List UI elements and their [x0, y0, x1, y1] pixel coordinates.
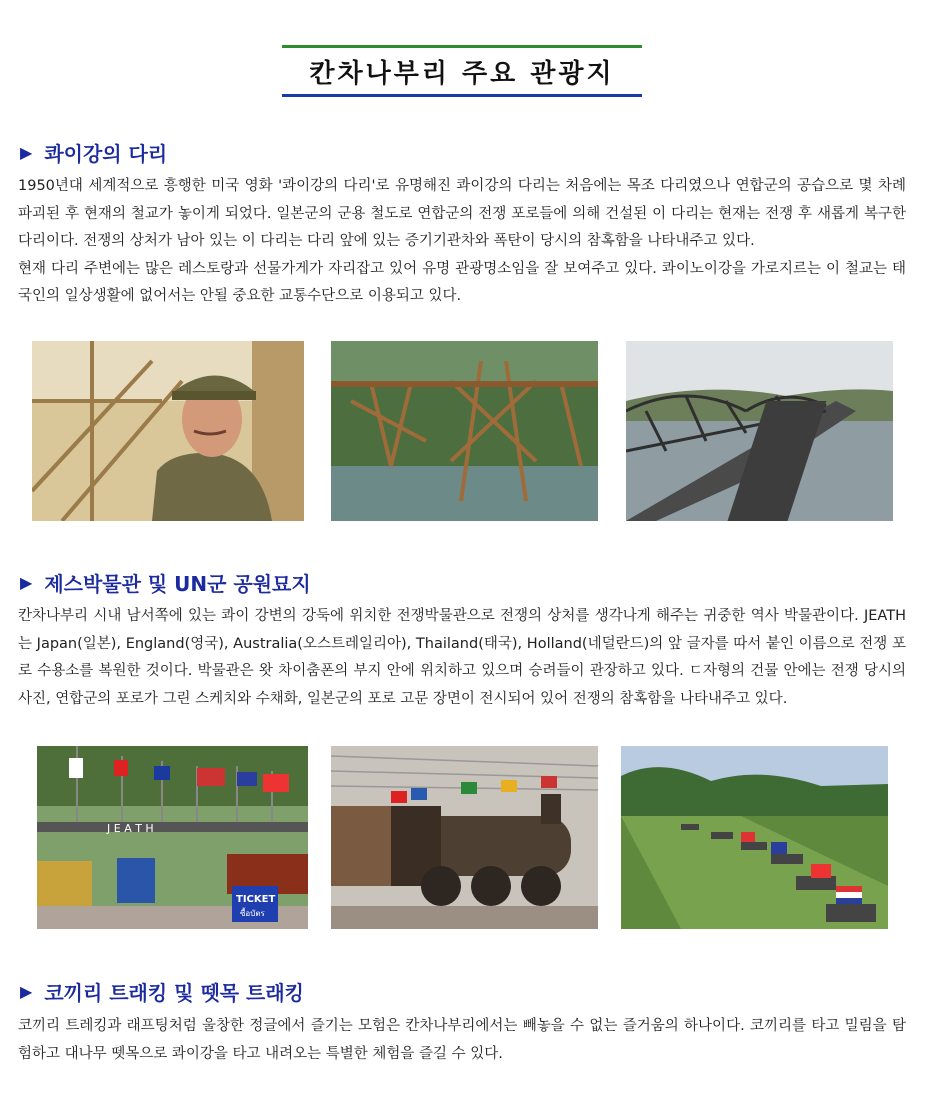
- section-heading-kwai-bridge: [20, 138, 167, 167]
- paragraph: 1950년대 세계적으로 흥행한 미국 영화 '콰이강의 다리'로 유명해진 콰이강의 다리는 처음에는 목조 다리였으나 연합군의 공습으로 몇 차례 파괴된 후 현재의 철교가 놓이게 되었다. 일본군의 군용 철도로 연합군의 전쟁 포로들에 의해 건설된 이 다리는 현재는 전쟁 후 새롭게 복구한 다리이다. 전쟁의 상처가 남아 있는 이 다리는 다리 앞에 있는 증기기관차와 폭탄이 당시의 참혹함을 나타내주고 있다.: [18, 178, 906, 249]
- photo-film-officer: [32, 341, 304, 521]
- page-title: 칸차나부리 주요 관광지: [309, 58, 615, 89]
- triangle-bullet-icon: ▶: [20, 573, 33, 592]
- paragraph: 칸차나부리 시내 남서쪽에 있는 콰이 강변의 강둑에 위치한 전쟁박물관으로 전쟁의 상처를 생각나게 해주는 귀중한 역사 박물관이다. JEATH는 Japan(일본), England(영국), Australia(오스트레일리아), Thailand(태국), Holland(네덜란드)의 앞 글자를 따서 붙인 이름으로 전쟁 포로 수용소를 복원한 것이다. 박물관은 왓 차이춤폰의 부지 안에 위치하고 있으며 승려들이 관장하고 있다. ㄷ자형의 건물 안에는 전쟁 당시의 사진, 연합군의 포로가 그린 스케치와 수채화, 일본군의 포로 고문 장면이 전시되어 있어 전쟁의 참혹함을 나타내주고 있다.: [18, 608, 906, 707]
- museum-sign-letters: J E A T H: [107, 822, 154, 835]
- photo-war-cemetery: [621, 746, 888, 929]
- photo-jeath-entrance: [37, 746, 308, 929]
- section-heading-text: 제스박물관 및 UN군 공원묘지: [44, 572, 311, 596]
- photo-steel-bridge: [626, 341, 893, 521]
- section-heading-jeath-museum: [20, 568, 311, 597]
- photo-steam-locomotive: [331, 746, 598, 929]
- section-heading-text: 콰이강의 다리: [44, 142, 168, 166]
- section-heading-text: 코끼리 트래킹 및 뗏목 트래킹: [44, 981, 305, 1005]
- page-title-box: [282, 45, 642, 97]
- paragraph: 코끼리 트레킹과 래프팅처럼 울창한 정글에서 즐기는 모험은 칸차나부리에서는 빼놓을 수 없는 즐거움의 하나이다. 코끼리를 타고 밀림을 탐험하고 대나무 뗏목으로 콰이강을 타고 내려오는 특별한 체험을 즐길 수 있다.: [18, 1018, 906, 1062]
- section-body-elephant-trekking: [18, 1013, 906, 1068]
- section-body-kwai-bridge: [18, 173, 906, 311]
- triangle-bullet-icon: ▶: [20, 143, 33, 162]
- section-body-jeath-museum: [18, 603, 906, 713]
- ticket-sign-thai: ซื้อบัตร: [240, 909, 265, 918]
- section-heading-elephant-trekking: [20, 977, 304, 1006]
- paragraph: 현재 다리 주변에는 많은 레스토랑과 선물가게가 자리잡고 있어 유명 관광명소임을 잘 보여주고 있다. 콰이노이강을 가로지르는 이 철교는 태국인의 일상생활에 없어서는 안될 중요한 교통수단으로 이용되고 있다.: [18, 260, 906, 304]
- photo-wooden-bridge: [331, 341, 598, 521]
- triangle-bullet-icon: ▶: [20, 982, 33, 1001]
- ticket-sign-text: TICKET: [236, 894, 276, 905]
